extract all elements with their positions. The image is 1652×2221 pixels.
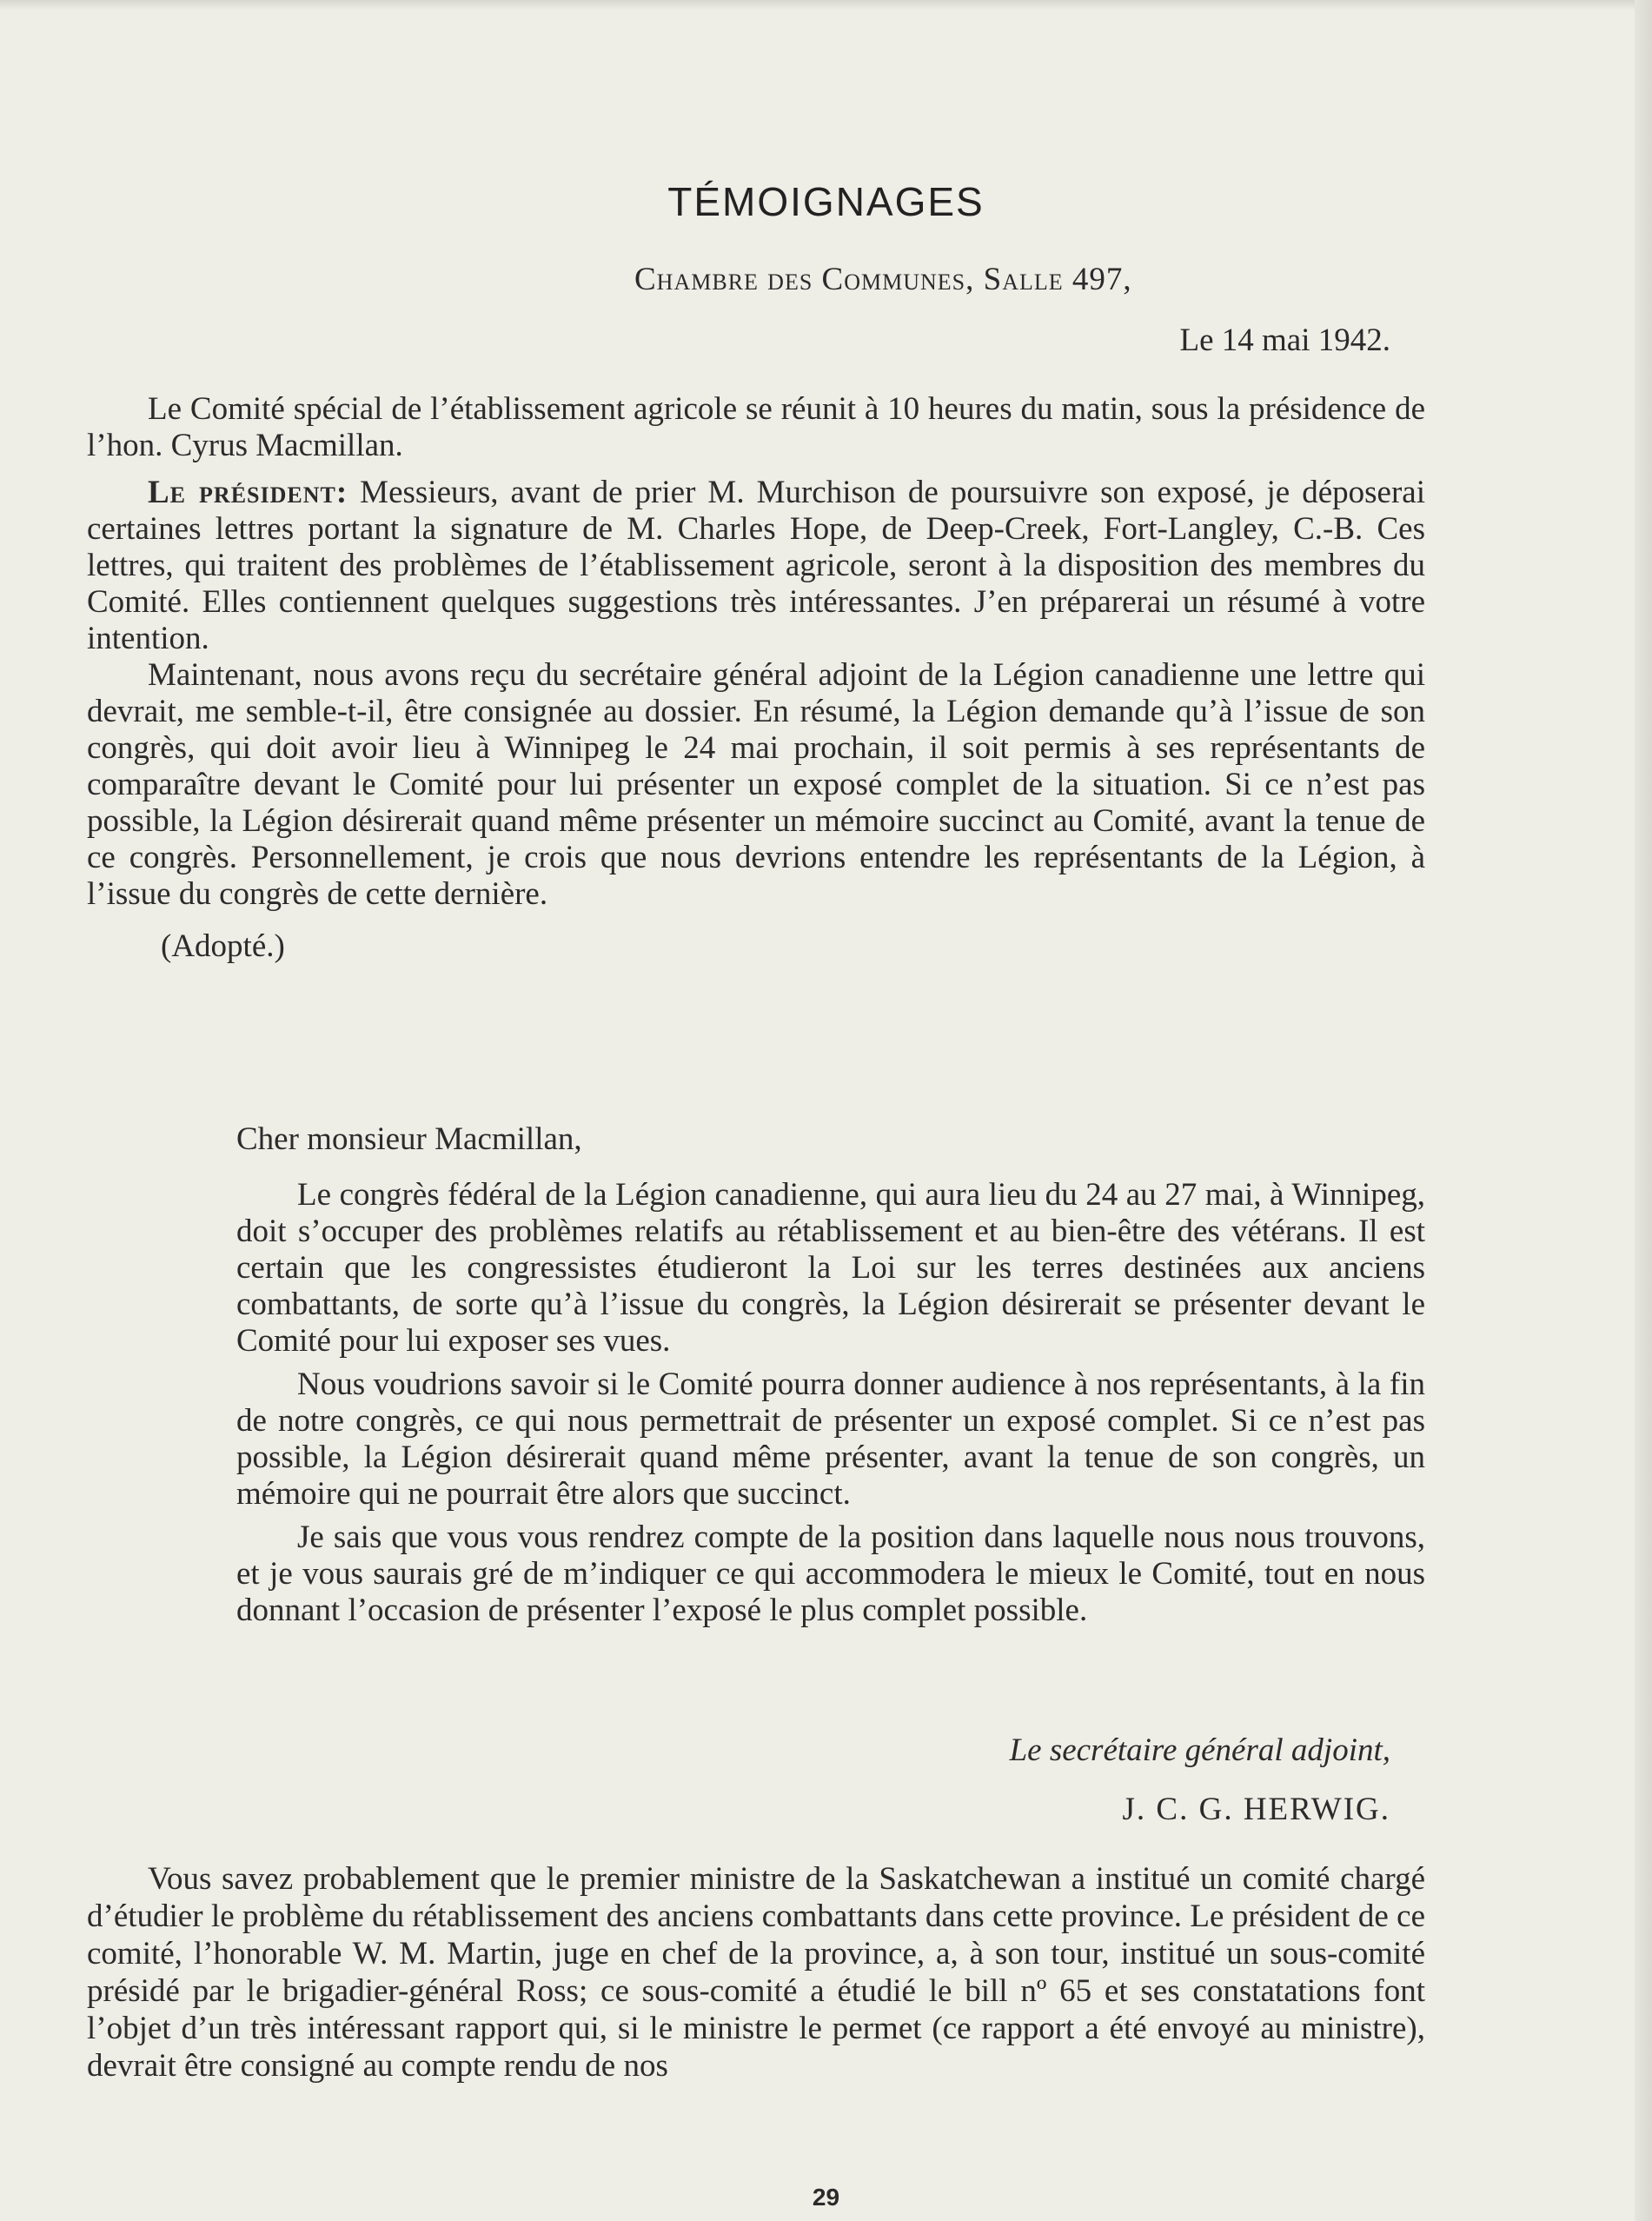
signature-title: Le secrétaire général adjoint, bbox=[1009, 1732, 1390, 1768]
speaker-text: Messieurs, avant de prier M. Murchison de poursuivre son exposé, je déposerai certaines lettres portant la signature de M. Charles Hope, de Deep-Creek, Fort-Langley, C.-B. Ces lettres, qui traitent des problèmes de l’établissement agricole, seront à la disposition des membres du Comité. Elles contiennent quelques suggestions très intéressantes. J’en préparerai un résumé à votre intention. bbox=[87, 475, 1425, 656]
letter-body bbox=[236, 1177, 1425, 1629]
intro-paragraph-3: Maintenant, nous avons reçu du secrétaire général adjoint de la Légion canadienne une lettre qui devrait, me semble-t-il, être consignée au dossier. En résumé, la Légion demande qu’à l’issue de son congrès, qui doit avoir lieu à Winnipeg le 24 mai prochain, il soit permis à ses représentants de comparaître devant le Comité pour lui présenter un exposé complet de la situation. Si ce n’est pas possible, la Légion désirerait quand même présenter un mémoire succinct au Comité, avant la tenue de ce congrès. Personnellement, je crois que nous devrions entendre les représentants de la Légion, à l’issue du congrès de cette dernière. bbox=[87, 657, 1425, 912]
speaker-label: Le président: bbox=[148, 475, 348, 510]
adopted-note: (Adopté.) bbox=[161, 928, 285, 964]
intro-paragraph-1: Le Comité spécial de l’établissement agricole se réunit à 10 heures du matin, sous la présidence de l’hon. Cyrus Macmillan. bbox=[87, 391, 1425, 463]
intro-paragraph-2 bbox=[87, 475, 1425, 657]
closing-paragraph: Vous savez probablement que le premier ministre de la Saskatchewan a institué un comité chargé d’étudier le problème du rétablissement des anciens combattants dans cette province. Le président de ce comité, l’honorable W. M. Martin, juge en chef de la province, a, à son tour, institué un sous-comité présidé par le brigadier-général Ross; ce sous-comité a étudié le bill nº 65 et ses constatations font l’objet d’un très intéressant rapport qui, si le ministre le permet (ce rapport a été envoyé au ministre), devrait être consigné au compte rendu de nos bbox=[87, 1861, 1425, 2084]
letter-paragraph-1: Le congrès fédéral de la Légion canadienne, qui aura lieu du 24 au 27 mai, à Winnipeg, doit s’occuper des problèmes relatifs au rétablissement et au bien-être des vétérans. Il est certain que les congressistes étudieront la Loi sur les terres destinées aux anciens combattants, de sorte qu’à l’issue du congrès, la Légion désirerait se présenter devant le Comité pour lui exposer ses vues. bbox=[236, 1177, 1425, 1359]
page-right-edge bbox=[1635, 0, 1652, 2221]
letter-salutation: Cher monsieur Macmillan, bbox=[236, 1121, 582, 1157]
meeting-date: Le 14 mai 1942. bbox=[1179, 323, 1390, 358]
intro-section bbox=[87, 391, 1425, 965]
page-title: TÉMOIGNAGES bbox=[667, 179, 985, 224]
closing-section bbox=[87, 1860, 1425, 2085]
signature-name: J. C. G. HERWIG. bbox=[1122, 1792, 1390, 1827]
meeting-location: Chambre des Communes, Salle 497, bbox=[634, 262, 1132, 297]
letter-paragraph-3: Je sais que vous vous rendrez compte de la position dans laquelle nous nous trouvons, et je vous saurais gré de m’indiquer ce qui accommodera le mieux le Comité, tout en nous donnant l’occasion de présenter l’exposé le plus complet possible. bbox=[236, 1519, 1425, 1628]
letter-paragraph-2: Nous voudrions savoir si le Comité pourra donner audience à nos représentants, à la fin de notre congrès, ce qui nous permettrait de présenter un exposé complet. Si ce n’est pas possible, la Légion désirerait quand même présenter, avant la tenue de son congrès, un mémoire qui ne pourrait être alors que succinct. bbox=[236, 1367, 1425, 1512]
page-number: 29 bbox=[812, 2184, 840, 2211]
page-top-edge bbox=[0, 0, 1652, 10]
